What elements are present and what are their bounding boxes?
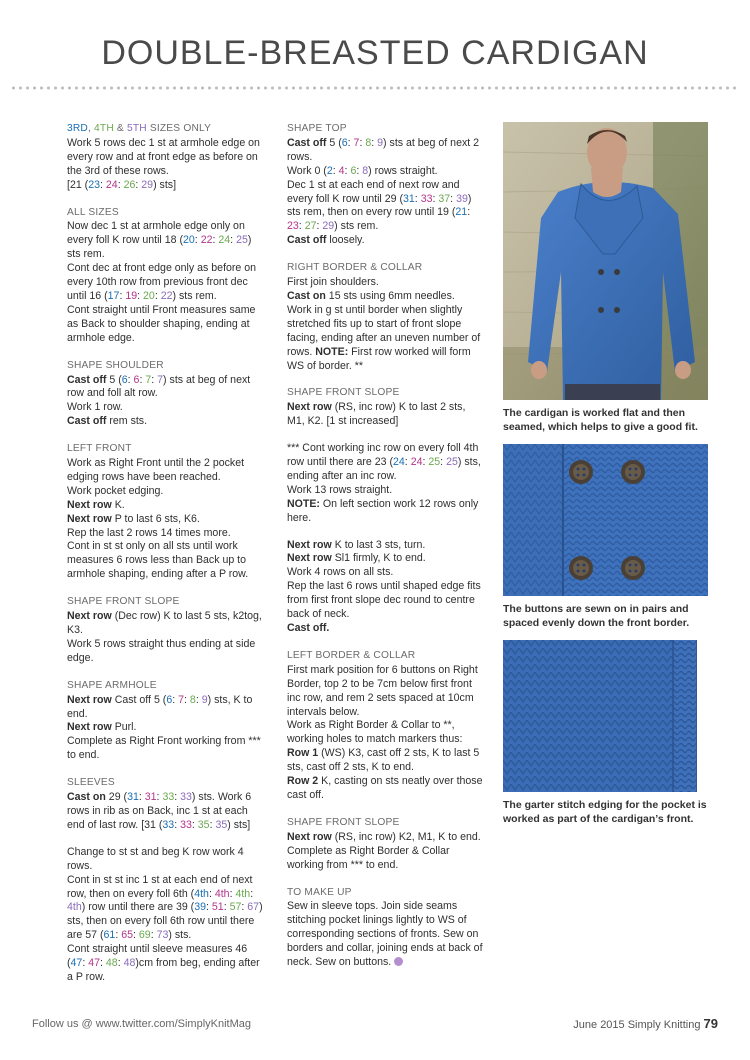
end-mark-icon: [394, 957, 403, 966]
section-left-front: [67, 442, 267, 582]
section-all-sizes: [67, 206, 267, 346]
instruction-text: Dec 1 st at each end of next row and every foll K row until 29 (31: 33: 37: 39) sts rem, then on every row until 19 (21: 23: 27: 29) sts rem.: [287, 178, 472, 233]
instruction-text: Work 0 (2: 4: 6: 8) rows straight.: [287, 164, 438, 177]
instruction-text: Work 5 rows dec 1 st at armhole edge on every row and at front edge as before on the 3rd of these rows.: [67, 136, 260, 177]
section-shape-top: [287, 122, 483, 248]
instruction-text: Next row Sl1 firmly, K to end.: [287, 552, 426, 565]
caption-pocket: The garter stitch edging for the pocket is worked as part of the cardigan’s front.: [503, 799, 707, 825]
section-left-border-collar: [287, 649, 483, 803]
instruction-text: Row 2 K, casting on sts neatly over those cast off.: [287, 775, 483, 801]
instruction-text: Complete as Right Front working from *** to end.: [67, 735, 261, 762]
instruction-text: Cont in st st inc 1 st at each end of next row, then on every foll 6th (4th: 4th: 4th: 4th) row until there are 39 (39: 51: 57: 67) sts, then on every foll 6th row until there are 57 (61: 65: 69: 73) sts.: [67, 873, 263, 942]
instruction-text: Row 1 (WS) K3, cast off 2 sts, K to last 5 sts, cast off 2 sts, K to end.: [287, 747, 480, 774]
instruction-text: Next row (Dec row) K to last 5 sts, k2tog, K3.: [67, 610, 262, 636]
photo-cardigan-model: [503, 122, 708, 400]
section-heading: 3RD, 4TH & 5TH SIZES ONLY: [67, 123, 212, 134]
section-to-make-up: [287, 886, 483, 970]
photo-pocket-closeup: [503, 640, 708, 792]
column-2: [287, 122, 483, 983]
instruction-text: Sew in sleeve tops. Join side seams stitching pocket linings lightly to WS of corresponding sections of fronts. Sew on borders and collar, joining ends at back of neck. Sew on buttons.: [287, 900, 483, 969]
section-heading: SHAPE TOP: [287, 123, 347, 134]
instruction-text: Cast off 5 (6: 6: 7: 7) sts at beg of next row and foll alt row.: [67, 373, 251, 400]
section-heading: SHAPE SHOULDER: [67, 359, 164, 371]
instruction-text: Work 4 rows on all sts.: [287, 566, 394, 579]
instruction-text: First join shoulders.: [287, 276, 379, 289]
section-shape-front-slope-right: [287, 386, 483, 429]
footer-twitter: Follow us @ www.twitter.com/SimplyKnitMag: [32, 1018, 252, 1030]
section-heading: SHAPE ARMHOLE: [67, 679, 157, 691]
instruction-text: Cast off rem sts.: [67, 415, 148, 428]
instruction-text: Work pocket edging.: [67, 484, 164, 497]
instruction-text: Cast off 5 (6: 7: 8: 9) sts at beg of next 2 rows.: [287, 136, 480, 163]
section-heading: SHAPE FRONT SLOPE: [287, 387, 400, 399]
instruction-text: Work as Right Border & Collar to **, working holes to match markers thus:: [287, 719, 463, 746]
section-heading: SLEEVES: [67, 777, 115, 789]
section-right-border-collar: [287, 261, 483, 373]
cardigan-model-image: [503, 122, 708, 400]
instruction-text: Cast on 29 (31: 31: 33: 33) sts. Work 6 rows in rib as on Back, inc 1 st at each end of last row. [31 (33: 33: 35: 35) sts]: [67, 791, 252, 831]
instruction-text: Cast on 15 sts using 6mm needles.: [287, 289, 455, 302]
page-number: 79: [703, 1016, 718, 1031]
section-heading: ALL SIZES: [67, 206, 119, 218]
section-shape-shoulder: [67, 359, 267, 430]
section-inc-rows: [287, 442, 483, 525]
instruction-text: Next row K.: [67, 498, 125, 511]
instruction-text: Next row Purl.: [67, 721, 137, 734]
instruction-text: *** Cont working inc row on every foll 4th row until there are 23 (24: 24: 25: 25) sts, ending after an inc row.: [287, 442, 481, 482]
instruction-text: Next row (RS, inc row) K2, M1, K to end.: [287, 830, 481, 843]
instruction-text: Next row Cast off 5 (6: 7: 8: 9) sts, K to end.: [67, 693, 253, 720]
instruction-text: Next row (RS, inc row) K to last 2 sts, M1, K2. [1 st increased]: [287, 401, 466, 428]
stitch-count: [21 (23: 24: 26: 29) sts]: [67, 178, 177, 191]
column-3: [503, 122, 711, 836]
dotted-divider: [10, 86, 740, 90]
instruction-text: Change to st st and beg K row work 4 rows.: [67, 845, 244, 872]
pocket-closeup-image: [503, 640, 708, 792]
footer-issue: June 2015 Simply Knitting 79: [573, 1016, 718, 1031]
instruction-text: Complete as Right Border & Collar working from *** to end.: [287, 844, 450, 871]
section-heading: SHAPE FRONT SLOPE: [287, 816, 400, 828]
instruction-text: Work as Right Front until the 2 pocket edging rows have been reached.: [67, 457, 245, 483]
column-1: [67, 122, 267, 998]
section-heading: SHAPE FRONT SLOPE: [67, 596, 180, 608]
section-shape-front-slope: [67, 595, 267, 666]
instruction-text: Cont dec at front edge only as before on every 10th row from previous front dec until 16 (17: 19: 20: 22) sts rem.: [67, 262, 257, 302]
instruction-text: Next row P to last 6 sts, K6.: [67, 512, 200, 525]
section-heading: RIGHT BORDER & COLLAR: [287, 262, 423, 274]
instruction-text: Cast off.: [287, 622, 330, 634]
instruction-text: Cont straight until sleeve measures 46 (47: 47: 48: 48)cm from beg, ending after a P row.: [67, 943, 260, 983]
section-3rd-4th-5th-sizes: [67, 122, 267, 193]
section-sleeves: [67, 776, 267, 985]
instruction-text: Cont straight until Front measures same as Back to shoulder shaping, ending at armhole edge.: [67, 303, 256, 344]
section-heading: TO MAKE UP: [287, 886, 352, 898]
section-heading: LEFT FRONT: [67, 443, 132, 455]
section-shape-armhole: [67, 679, 267, 763]
instruction-text: Cast off loosely.: [287, 234, 365, 247]
instruction-text: Work 1 row.: [67, 401, 123, 414]
caption-cardigan: The cardigan is worked flat and then seamed, which helps to give a good fit.: [503, 407, 698, 433]
section-heading: LEFT BORDER & COLLAR: [287, 649, 416, 661]
photo-buttons-closeup: [503, 444, 708, 596]
instruction-text: Cont in st st only on all sts until work measures 6 rows less than Back up to armhole shaping, ending after a P row.: [67, 540, 249, 581]
section-short-rows: [287, 539, 483, 636]
instruction-text: Work 5 rows straight thus ending at side edge.: [67, 637, 256, 664]
caption-buttons: The buttons are sewn on in pairs and spaced evenly down the front border.: [503, 603, 690, 629]
instruction-text: Work in g st until border when slightly stretched fits up to start of front slope facing, ending after an uneven number of rows. NOTE: First row worked will form WS of border. **: [287, 303, 481, 372]
instruction-text: Rep the last 2 rows 14 times more.: [67, 526, 231, 539]
instruction-text: Now dec 1 st at armhole edge only on every foll K row until 18 (20: 22: 24: 25) sts rem.: [67, 220, 252, 261]
instruction-text: First mark position for 6 buttons on Right Border, top 2 to be 7cm below first front inc row, and rem 2 sets spaced at 10cm intervals below.: [287, 663, 478, 718]
instruction-text: Work 13 rows straight.: [287, 483, 393, 496]
instruction-text: NOTE: On left section work 12 rows only here.: [287, 497, 479, 524]
instruction-text: Rep the last 6 rows until shaped edge fits from first front slope dec round to centre back of neck.: [287, 580, 481, 621]
buttons-closeup-image: [503, 444, 708, 596]
instruction-text: Next row K to last 3 sts, turn.: [287, 538, 426, 551]
page-title: DOUBLE-BREASTED CARDIGAN: [101, 34, 649, 72]
section-shape-front-slope-left: [287, 816, 483, 873]
